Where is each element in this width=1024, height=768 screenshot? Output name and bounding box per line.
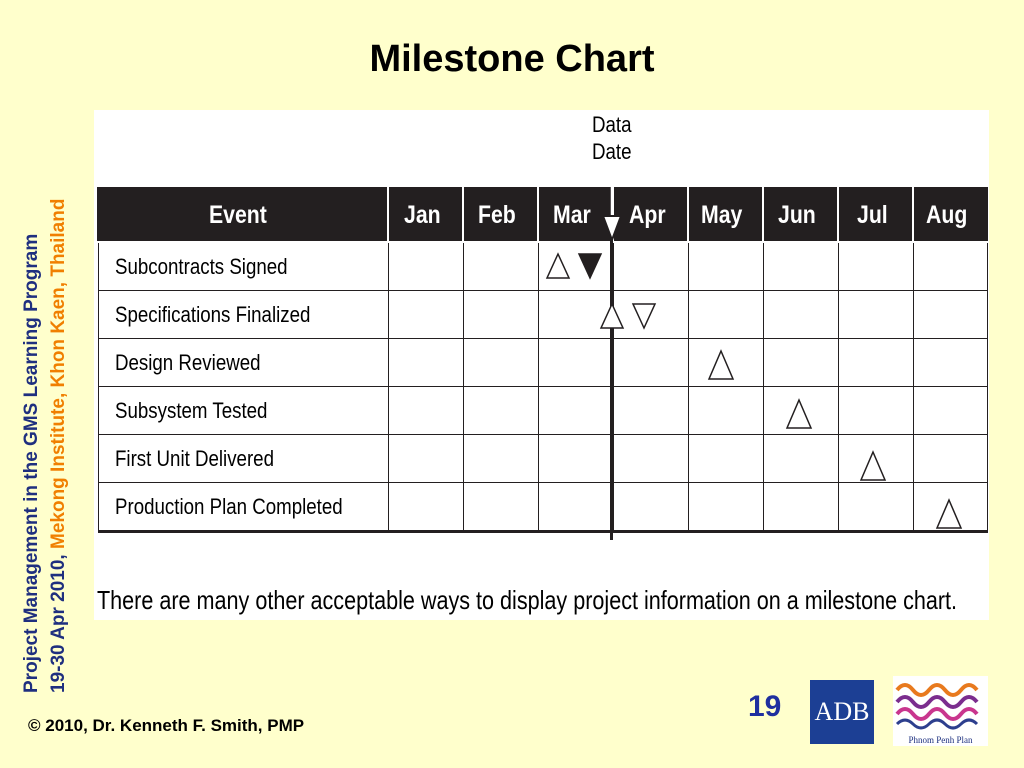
open-triangle-icon xyxy=(707,349,735,381)
event-header: Event xyxy=(98,188,388,242)
open-triangle-icon xyxy=(545,252,571,280)
filled-inverted-triangle-icon xyxy=(577,252,603,280)
program-institute: Mekong Institute, Khon Kaen, Thailand xyxy=(48,198,69,549)
open-triangle-icon xyxy=(935,498,963,530)
ppp-logo-text: Phnom Penh Plan xyxy=(908,735,973,745)
data-date-arrow-icon xyxy=(603,186,621,240)
open-triangle-icon xyxy=(859,450,887,482)
milestone-table xyxy=(97,187,988,533)
month-header: Jul xyxy=(838,188,913,242)
wave-pattern-icon xyxy=(893,676,988,732)
header-row xyxy=(98,188,987,242)
program-details xyxy=(45,93,72,693)
month-header: Jan xyxy=(388,188,463,242)
program-date: 19-30 Apr 2010, xyxy=(48,554,69,693)
event-name: Production Plan Completed xyxy=(98,483,388,532)
data-date-label xyxy=(592,111,632,165)
page-number: 19 xyxy=(748,690,782,723)
copyright: © 2010, Dr. Kenneth F. Smith, PMP xyxy=(28,716,305,735)
month-header: May xyxy=(688,188,763,242)
open-inverted-triangle-icon xyxy=(631,302,657,330)
program-title: Project Management in the GMS Learning Program xyxy=(21,233,42,693)
event-name: Subcontracts Signed xyxy=(98,242,388,291)
data-date-label-line2: Date xyxy=(592,139,632,164)
month-header: Aug xyxy=(913,188,987,242)
table-row xyxy=(98,242,987,291)
table-row xyxy=(98,291,987,339)
slide-title: Milestone Chart xyxy=(369,38,655,80)
open-triangle-icon xyxy=(599,302,625,330)
month-header: Feb xyxy=(463,188,538,242)
table-row xyxy=(98,387,987,435)
event-name: Subsystem Tested xyxy=(98,387,388,435)
month-header: Mar xyxy=(538,188,613,242)
phnom-penh-plan-logo xyxy=(893,676,988,746)
event-name: Design Reviewed xyxy=(98,339,388,387)
table-row xyxy=(98,483,987,532)
month-header: Jun xyxy=(763,188,838,242)
month-header: Apr xyxy=(613,188,688,242)
adb-logo: ADB xyxy=(810,680,874,744)
event-name: Specifications Finalized xyxy=(98,291,388,339)
data-date-label-line1: Data xyxy=(592,112,632,137)
open-triangle-icon xyxy=(785,398,813,430)
table-row xyxy=(98,339,987,387)
event-name: First Unit Delivered xyxy=(98,435,388,483)
footnote: There are many other acceptable ways to display project information on a milestone chart. xyxy=(97,585,958,615)
side-caption xyxy=(18,93,78,693)
table-row xyxy=(98,435,987,483)
